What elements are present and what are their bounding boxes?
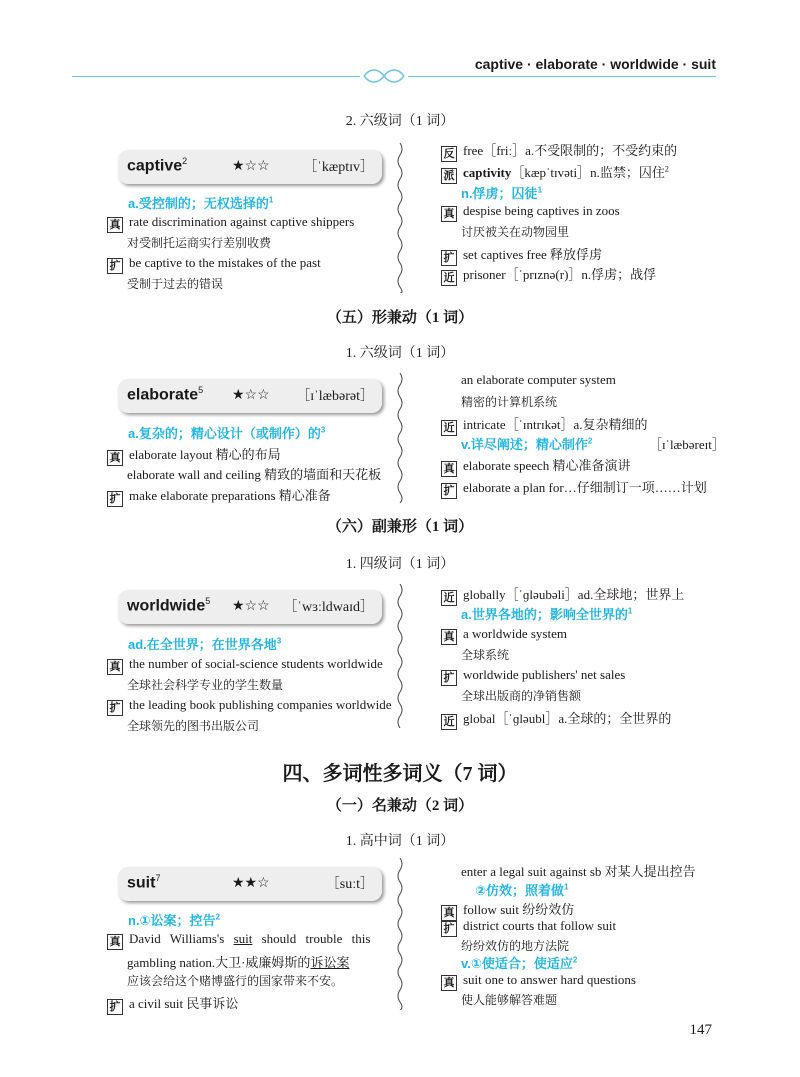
section-heading: （五）形兼动（1 词） <box>326 310 474 326</box>
star-rating: ★★☆ <box>232 876 270 891</box>
level-heading: 1. 六级词（1 词） <box>345 346 455 361</box>
running-header: captive · elaborate · worldwide · suit <box>474 56 716 72</box>
example: 真 a worldwide system <box>441 626 567 645</box>
definition: ad.在全世界；在世界各地$^3$ <box>128 636 282 652</box>
phonetic: ［ɪˈlæbərət］ <box>296 389 374 404</box>
synonym: 近 globally［ˈɡləubəli］ad.全球地；世界上 <box>441 584 684 606</box>
definition: a.世界各地的；影响全世界的$^1$ <box>461 606 633 622</box>
definition: v.详尽阐述；精心制作$^2$ <box>461 436 593 452</box>
synonym: 近 prisoner［ˈprɪznə(r)］n.俘虏；战俘 <box>441 264 656 286</box>
column-divider <box>396 584 404 728</box>
definition: a.复杂的；精心设计（或制作）的$^3$ <box>128 425 326 441</box>
section-heading: （六）副兼形（1 词） <box>326 519 474 535</box>
example-translation: 精密的计算机系统 <box>461 395 558 409</box>
example: 真 David Williams's suit should trouble this <box>107 931 385 950</box>
example-translation: 受制于过去的错误 <box>127 277 224 291</box>
definition: a.受控制的；无权选择的$^1$ <box>128 195 274 211</box>
headword: suit$^7$ <box>127 873 161 892</box>
word-card-elaborate <box>118 379 382 413</box>
chapter-heading: 四、多词性多词义（7 词） <box>282 763 518 785</box>
section-heading: （一）名兼动（2 词） <box>326 798 474 814</box>
headword: worldwide$^5$ <box>127 596 211 615</box>
example: enter a legal suit against sb 对某人提出控告 <box>461 864 696 879</box>
antonym: 反 free［friː］a.不受限制的；不受约束的 <box>441 140 677 162</box>
example: 真 the number of social-science students worldwide <box>107 656 383 675</box>
example: 扩 make elaborate preparations 精心准备 <box>107 485 331 507</box>
synonym: 近 global［ˈɡləubl］a.全球的；全世界的 <box>441 708 671 730</box>
example: 真 rate discrimination against captive shippers <box>107 214 354 233</box>
star-rating: ★☆☆ <box>232 388 270 403</box>
example-translation: 纷纷效仿的地方法院 <box>461 939 570 953</box>
example: elaborate wall and ceiling 精致的墙面和天花板 <box>127 467 382 482</box>
word-card-worldwide <box>118 590 382 624</box>
example-translation: 对受制托运商实行差别收费 <box>127 236 272 250</box>
phonetic: ［suːt］ <box>325 877 374 892</box>
page-number: 147 <box>689 1022 712 1038</box>
example: 扩 be captive to the mistakes of the past <box>107 255 321 274</box>
example-translation: 全球系统 <box>461 648 510 662</box>
example: 扩 the leading book publishing companies worldwide <box>107 697 391 716</box>
word-card-captive <box>118 150 382 184</box>
example: 真 despise being captives in zoos <box>441 203 620 222</box>
example: 扩 worldwide publishers' net sales <box>441 667 625 686</box>
phonetic: ［ɪˈlæbəreɪt］ <box>649 437 725 452</box>
example: 扩 a civil suit 民事诉讼 <box>107 993 238 1015</box>
example-translation: 全球社会科学专业的学生数量 <box>127 678 284 692</box>
example: 真 suit one to answer hard questions <box>441 972 636 991</box>
example: 真 elaborate layout 精心的布局 <box>107 444 281 466</box>
header-ornament-icon <box>360 66 408 86</box>
example: 扩 district courts that follow suit <box>441 918 616 937</box>
example-translation: 使人能够解答难题 <box>461 993 558 1007</box>
definition: ②仿效；照着做$^1$ <box>475 882 569 898</box>
definition: n.俘虏；囚徒$^1$ <box>461 185 543 201</box>
level-heading: 2. 六级词（1 词） <box>345 114 455 129</box>
column-divider <box>396 143 404 293</box>
word-card-suit <box>118 867 382 901</box>
phonetic: ［ˈkæptɪv］ <box>303 160 374 175</box>
synonym: 近 intricate［ˈɪntrɪkət］a.复杂精细的 <box>441 414 647 436</box>
level-heading: 1. 高中词（1 词） <box>345 834 455 849</box>
column-divider <box>396 373 404 503</box>
definition: v.①使适合；使适应$^2$ <box>461 955 578 971</box>
example: an elaborate computer system <box>461 372 616 387</box>
example-translation: 应该会给这个赌博盛行的国家带来不安。 <box>127 974 344 988</box>
headword: captive$^2$ <box>127 156 188 175</box>
star-rating: ★☆☆ <box>232 599 270 614</box>
example-translation: 全球领先的图书出版公司 <box>127 719 260 733</box>
example: 扩 set captives free 释放俘虏 <box>441 244 602 266</box>
example: 扩 elaborate a plan for…仔细制订一项……计划 <box>441 477 707 499</box>
column-divider <box>396 858 404 1010</box>
star-rating: ★☆☆ <box>232 159 270 174</box>
example-translation: 讨厌被关在动物园里 <box>461 225 570 239</box>
example: gambling nation.大卫·威廉姆斯的诉讼案 <box>127 955 350 970</box>
phonetic: ［ˈwɜːldwaɪd］ <box>283 600 374 615</box>
derivative: 派 captivity［kæpˈtɪvəti］n.监禁；囚住$^2$ <box>441 162 669 184</box>
example-translation: 全球出版商的净销售额 <box>461 689 582 703</box>
level-heading: 1. 四级词（1 词） <box>345 557 455 572</box>
definition: n.①讼案；控告$^2$ <box>128 912 221 928</box>
example: 真 elaborate speech 精心准备演讲 <box>441 455 631 477</box>
example: 真 follow suit 纷纷效仿 <box>441 899 574 921</box>
headword: elaborate$^5$ <box>127 385 204 404</box>
